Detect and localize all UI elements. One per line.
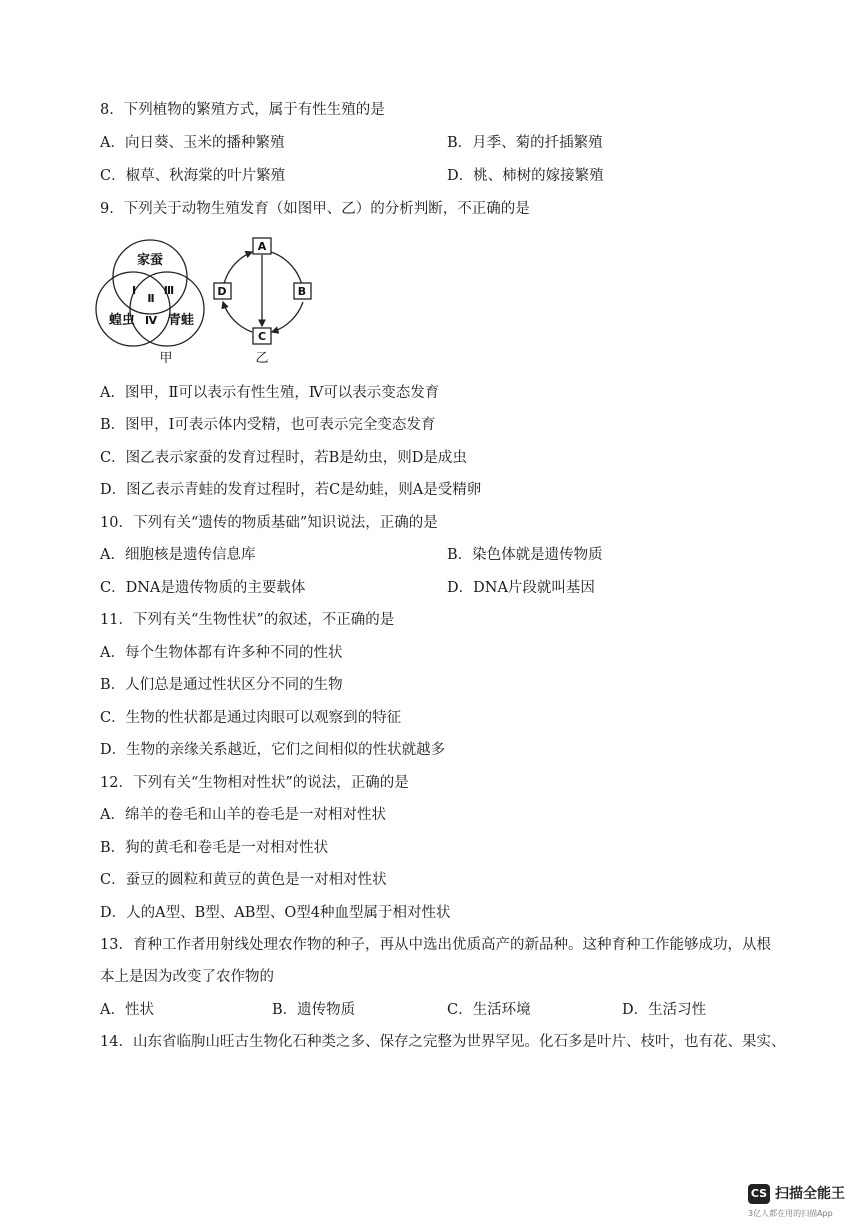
q13-option-c: C．生活环境 [447, 1002, 531, 1018]
q9-option-a: A．图甲，Ⅱ可以表示有性生殖，Ⅳ可以表示变态发育 [100, 385, 440, 401]
q12-option-b: B．狗的黄毛和卷毛是一对相对性状 [100, 840, 329, 856]
q13-option-d: D．生活习性 [622, 1002, 707, 1018]
camscanner-logo-icon: CS [748, 1184, 770, 1204]
venn-label-left: 蝗虫 [108, 313, 136, 328]
q14-stem-line1: 14．山东省临朐山旺古生物化石种类之多、保存之完整为世界罕见。化石多是叶片、枝叶，也有花、果实、 [100, 1034, 786, 1050]
q10-stem: 10．下列有关“遗传的物质基础”知识说法，正确的是 [100, 515, 438, 531]
cycle-node-a: A [257, 240, 267, 253]
venn-region-4: Ⅳ [144, 314, 158, 327]
venn-region-2: Ⅱ [147, 292, 155, 305]
venn-label-top: 家蚕 [136, 253, 164, 268]
q10-option-d: D．DNA片段就叫基因 [447, 580, 595, 596]
cycle-node-c: C [257, 330, 267, 343]
q11-option-a: A．每个生物体都有许多种不同的性状 [100, 645, 343, 661]
watermark-name: 扫描全能王 [775, 1186, 845, 1202]
q12-stem: 12．下列有关“生物相对性状”的说法，正确的是 [100, 775, 409, 791]
q10-option-c: C．DNA是遗传物质的主要载体 [100, 580, 306, 596]
q12-option-c: C．蚕豆的圆粒和黄豆的黄色是一对相对性状 [100, 872, 387, 888]
q11-stem: 11．下列有关“生物性状”的叙述，不正确的是 [100, 612, 395, 628]
q8-option-b: B．月季、菊的扦插繁殖 [447, 135, 603, 151]
q9-option-d: D．图乙表示青蛙的发育过程时，若C是幼蛙，则A是受精卵 [100, 482, 482, 498]
q9-figure [100, 232, 307, 372]
q8-option-a: A．向日葵、玉米的播种繁殖 [100, 135, 285, 151]
q13-option-a: A．性状 [100, 1002, 154, 1018]
q11-option-d: D．生物的亲缘关系越近，它们之间相似的性状就越多 [100, 742, 446, 758]
q13-option-b: B．遗传物质 [272, 1002, 356, 1018]
q12-option-a: A．绵羊的卷毛和山羊的卷毛是一对相对性状 [100, 807, 386, 823]
q9-option-c: C．图乙表示家蚕的发育过程时，若B是幼虫，则D是成虫 [100, 450, 467, 466]
cycle-node-d: D [217, 285, 227, 298]
cycle-caption: 乙 [255, 351, 269, 366]
cycle-diagram-yi [214, 238, 311, 366]
venn-region-1: Ⅰ [131, 284, 137, 297]
q10-option-b: B．染色体就是遗传物质 [447, 547, 603, 563]
q13-stem-line2: 本上是因为改变了农作物的 [100, 969, 274, 985]
scanner-watermark [748, 1180, 858, 1222]
q10-option-a: A．细胞核是遗传信息库 [100, 547, 256, 563]
venn-label-right: 青蛙 [167, 313, 195, 328]
q11-option-c: C．生物的性状都是通过肉眼可以观察到的特征 [100, 710, 402, 726]
q12-option-d: D．人的A型、B型、AB型、O型4种血型属于相对性状 [100, 905, 451, 921]
q8-option-c: C．椒草、秋海棠的叶片繁殖 [100, 168, 286, 184]
q11-option-b: B．人们总是通过性状区分不同的生物 [100, 677, 343, 693]
q9-option-b: B．图甲，Ⅰ可表示体内受精，也可表示完全变态发育 [100, 417, 436, 433]
venn-region-3: Ⅲ [163, 284, 175, 297]
q8-option-d: D．桃、柿树的嫁接繁殖 [447, 168, 604, 184]
q13-stem-line1: 13．育种工作者用射线处理农作物的种子，再从中选出优质高产的新品种。这种育种工作能够成功，从根 [100, 937, 771, 953]
watermark-sub: 3亿人都在用的扫描App [748, 1209, 833, 1218]
q9-stem: 9．下列关于动物生殖发育（如图甲、乙）的分析判断，不正确的是 [100, 201, 530, 217]
cycle-node-b: B [297, 285, 307, 298]
venn-caption: 甲 [159, 351, 173, 366]
q8-stem: 8．下列植物的繁殖方式，属于有性生殖的是 [100, 102, 385, 118]
